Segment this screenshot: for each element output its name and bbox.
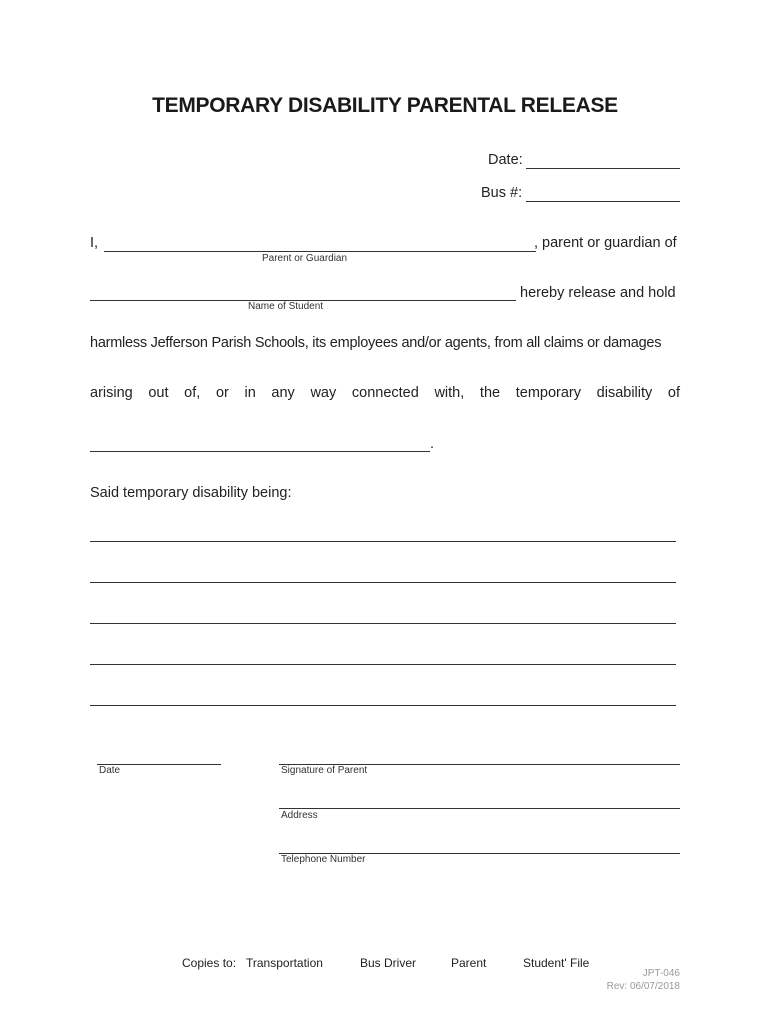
recipient-transportation: Transportation bbox=[246, 956, 323, 970]
student-caption: Name of Student bbox=[248, 301, 324, 312]
disability-student-line[interactable] bbox=[90, 451, 430, 452]
disability-description-line-2[interactable] bbox=[90, 582, 676, 583]
address-line[interactable] bbox=[279, 808, 680, 809]
word: with, bbox=[434, 385, 465, 401]
parent-caption: Parent or Guardian bbox=[262, 253, 348, 264]
recipient-bus-driver: Bus Driver bbox=[360, 956, 417, 970]
line1-prefix: I, bbox=[90, 235, 99, 251]
word: the bbox=[479, 385, 501, 401]
line2-suffix: hereby release and hold bbox=[520, 285, 676, 301]
release-text-justified-line bbox=[90, 385, 680, 401]
signature-caption: Signature of Parent bbox=[281, 765, 368, 776]
word: connected bbox=[351, 385, 419, 401]
disability-description-line-5[interactable] bbox=[90, 705, 676, 706]
word: temporary bbox=[515, 385, 582, 401]
address-caption: Address bbox=[281, 810, 318, 821]
line5-period: . bbox=[430, 436, 435, 452]
word: disability bbox=[596, 385, 653, 401]
word: in bbox=[244, 385, 256, 401]
date-field-line[interactable] bbox=[526, 168, 680, 169]
disability-description-line-4[interactable] bbox=[90, 664, 676, 665]
telephone-caption: Telephone Number bbox=[281, 854, 366, 865]
parent-name-line[interactable] bbox=[104, 251, 536, 252]
date-label: Date: bbox=[488, 152, 523, 168]
word: way bbox=[310, 385, 337, 401]
disability-label: Said temporary disability being: bbox=[90, 485, 292, 501]
form-code: JPT-046 bbox=[642, 968, 680, 979]
disability-description-line-3[interactable] bbox=[90, 623, 676, 624]
date-caption: Date bbox=[99, 765, 121, 776]
word: out bbox=[148, 385, 169, 401]
disability-description-line-1[interactable] bbox=[90, 541, 676, 542]
line1-suffix: , parent or guardian of bbox=[534, 235, 677, 251]
recipient-parent: Parent bbox=[451, 956, 487, 970]
word: arising bbox=[90, 385, 133, 401]
word: or bbox=[215, 385, 229, 401]
recipient-student-file: Student' File bbox=[523, 956, 590, 970]
revision-date: Rev: 06/07/2018 bbox=[606, 981, 680, 992]
page-title: TEMPORARY DISABILITY PARENTAL RELEASE bbox=[152, 94, 618, 117]
bus-label: Bus #: bbox=[481, 185, 523, 201]
release-text-line: harmless Jefferson Parish Schools, its employees and/or agents, from all claims or damages bbox=[90, 335, 662, 351]
bus-field-line[interactable] bbox=[526, 201, 680, 202]
word: of bbox=[667, 385, 680, 401]
copies-label: Copies to: bbox=[182, 956, 237, 970]
word: of, bbox=[184, 385, 201, 401]
word: any bbox=[271, 385, 295, 401]
